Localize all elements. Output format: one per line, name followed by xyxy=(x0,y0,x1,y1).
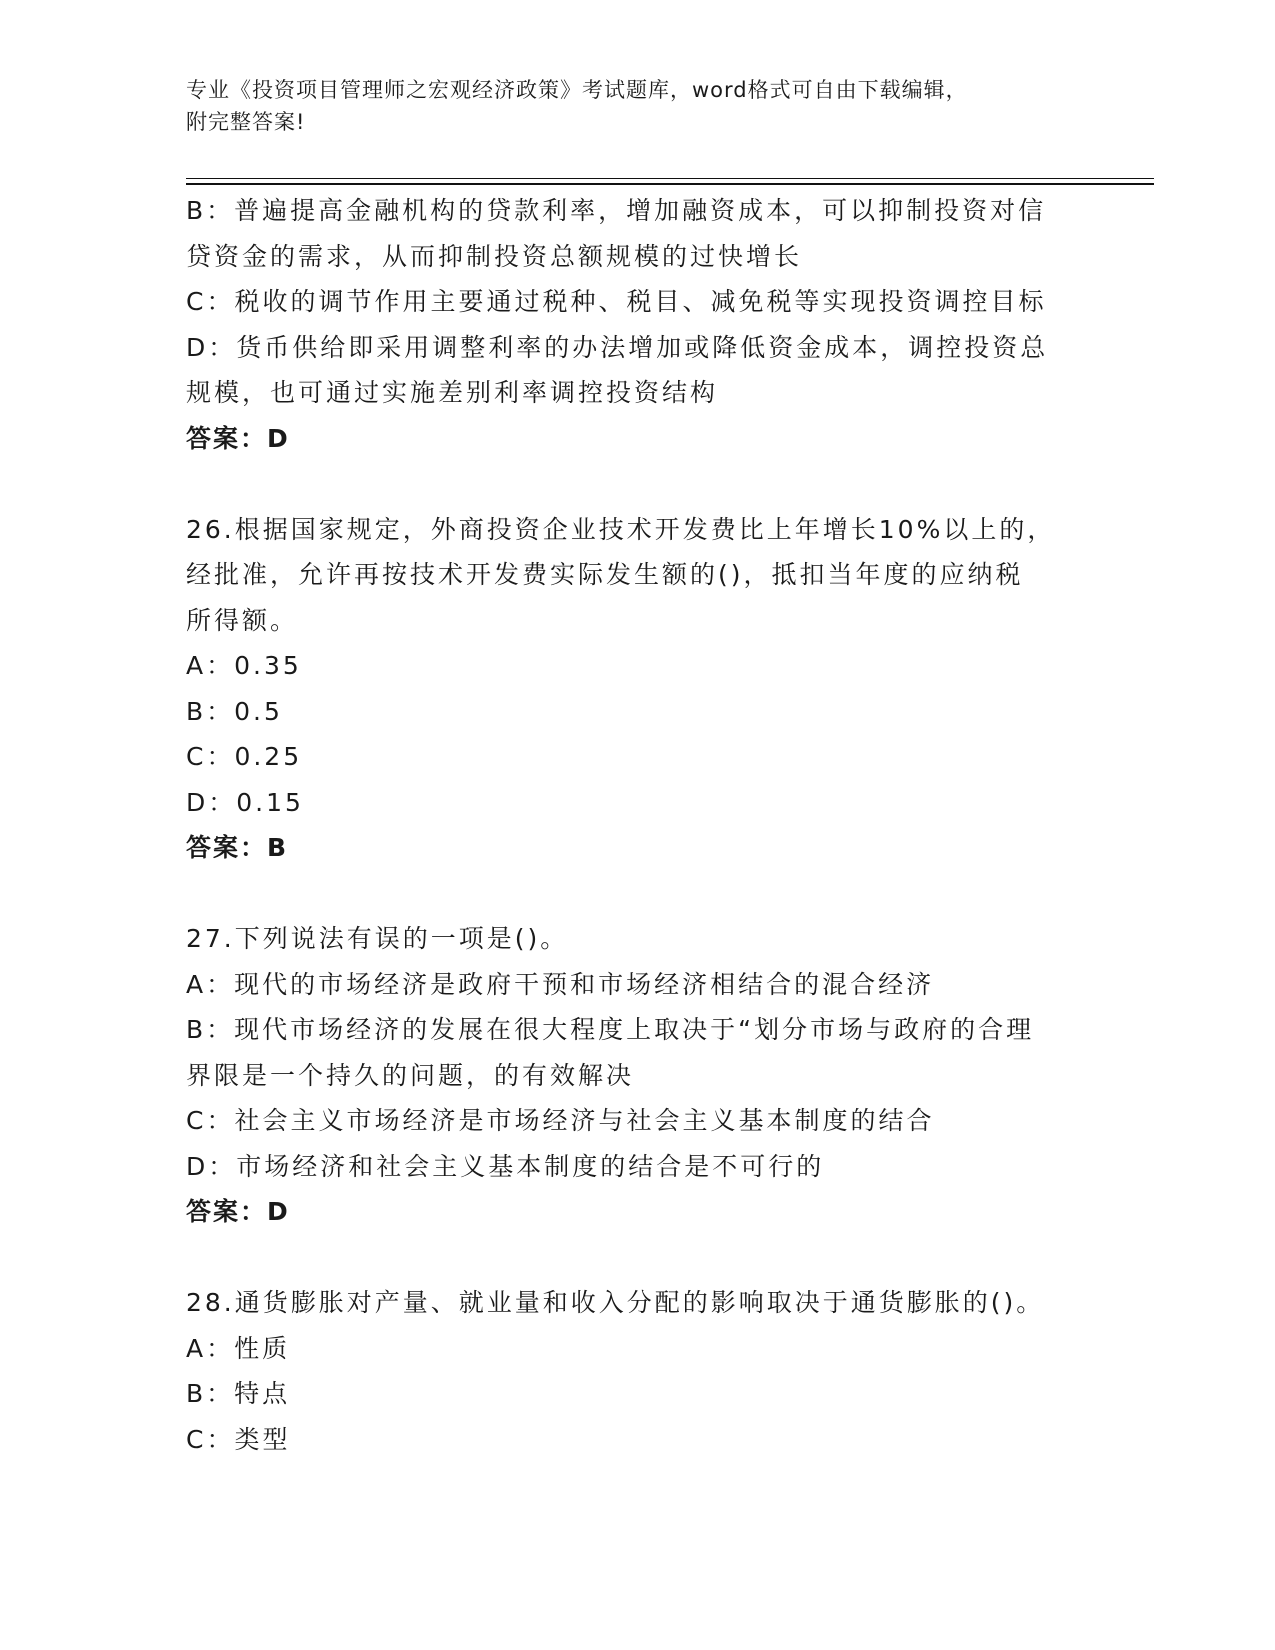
spacer xyxy=(186,461,1086,507)
header-divider-thin xyxy=(186,178,1154,179)
option-d-line-1: D：货币供给即采用调整利率的办法增加或降低资金成本，调控投资总 xyxy=(186,332,1049,362)
option-a: A：性质 xyxy=(186,1333,291,1363)
spacer xyxy=(186,1235,1086,1281)
question-28 xyxy=(186,1280,1086,1462)
answer-label: 答案：D xyxy=(186,1197,290,1226)
option-c: C：社会主义市场经济是市场经济与社会主义基本制度的结合 xyxy=(186,1106,935,1135)
option-c: C：类型 xyxy=(186,1424,291,1454)
question-content xyxy=(186,188,1086,1462)
question-stem: 27.下列说法有误的一项是()。 xyxy=(186,924,569,953)
option-c: C：0.25 xyxy=(186,742,303,771)
question-stem-line-1: 26.根据国家规定，外商投资企业技术开发费比上年增长10%以上的， xyxy=(186,514,1056,544)
option-b-line-1: B：普遍提高金融机构的贷款利率，增加融资成本，可以抑制投资对信 xyxy=(186,196,1047,225)
option-d: D：0.15 xyxy=(186,787,304,817)
answer-label: 答案：D xyxy=(186,423,290,453)
option-b: B：特点 xyxy=(186,1379,291,1408)
option-c: C：税收的调节作用主要通过税种、税目、减免税等实现投资调控目标 xyxy=(186,287,1047,316)
option-a: A：0.35 xyxy=(186,651,302,680)
option-d: D：市场经济和社会主义基本制度的结合是不可行的 xyxy=(186,1151,825,1181)
question-26 xyxy=(186,507,1086,871)
option-b-line-2: 界限是一个持久的问题，的有效解决 xyxy=(186,1060,635,1090)
document-header xyxy=(186,74,1066,138)
option-a: A：现代的市场经济是政府干预和市场经济相结合的混合经济 xyxy=(186,969,935,999)
option-d-line-2: 规模，也可通过实施差别利率调控投资结构 xyxy=(186,378,719,407)
answer-label: 答案：B xyxy=(186,833,289,862)
question-stem-line-3: 所得额。 xyxy=(186,605,299,635)
option-b: B：0.5 xyxy=(186,696,283,726)
header-subtitle-line: 附完整答案! xyxy=(186,110,306,134)
question-stem: 28.通货膨胀对产量、就业量和收入分配的影响取决于通货膨胀的()。 xyxy=(186,1288,1045,1317)
option-b-line-1: B：现代市场经济的发展在很大程度上取决于“划分市场与政府的合理 xyxy=(186,1015,1035,1044)
question-stem-line-2: 经批准，允许再按技术开发费实际发生额的()，抵扣当年度的应纳税 xyxy=(186,560,1024,589)
spacer xyxy=(186,871,1086,917)
question-27 xyxy=(186,916,1086,1235)
option-b-line-2: 贷资金的需求，从而抑制投资总额规模的过快增长 xyxy=(186,241,803,271)
header-divider-thick xyxy=(186,183,1154,185)
question-25-tail xyxy=(186,188,1086,461)
header-title-line: 专业《投资项目管理师之宏观经济政策》考试题库，word格式可自由下载编辑， xyxy=(186,78,968,102)
